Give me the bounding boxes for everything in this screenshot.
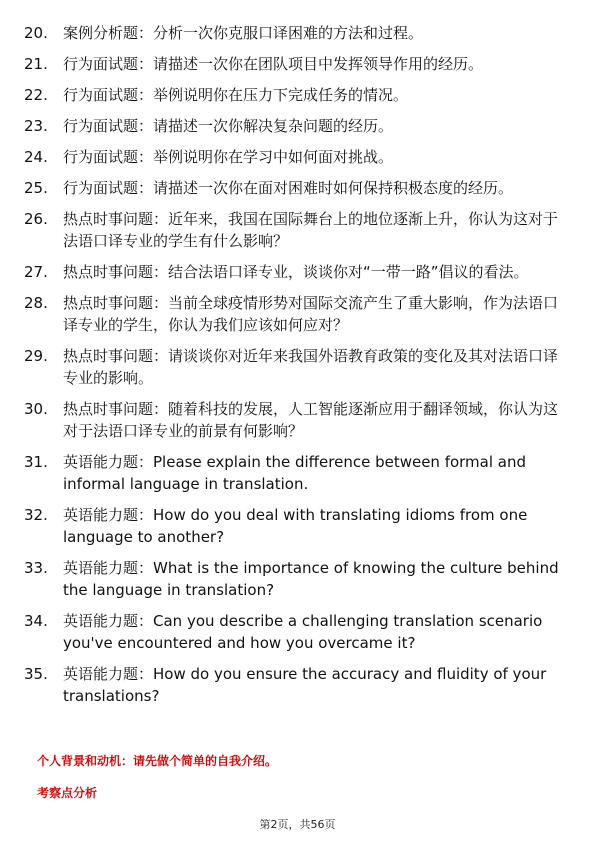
question-text: 英语能力题：Please explain the difference between formal and informal language in translation. <box>63 453 527 493</box>
list-item <box>24 345 559 389</box>
question-list <box>24 22 559 716</box>
page-footer: 第2页，共56页 <box>259 818 336 831</box>
question-number: 24. <box>24 148 48 166</box>
list-item <box>24 115 559 137</box>
question-text: 案例分析题：分析一次你克服口译困难的方法和过程。 <box>63 24 424 42</box>
analysis-label: 考察点分析 <box>37 786 98 800</box>
question-text: 英语能力题：Can you describe a challenging translation scenario you've encountered and how you overcame it? <box>63 612 543 652</box>
question-text: 热点时事问题：请谈谈你对近年来我国外语教育政策的变化及其对法语口译专业的影响。 <box>63 347 559 387</box>
list-item <box>24 261 559 283</box>
question-number: 33. <box>24 559 48 577</box>
question-number: 22. <box>24 86 48 104</box>
question-number: 23. <box>24 117 48 135</box>
list-item <box>24 504 559 548</box>
list-item <box>24 146 559 168</box>
question-text: 热点时事问题：结合法语口译专业，谈谈你对“一带一路”倡议的看法。 <box>63 263 529 281</box>
question-text: 行为面试题：举例说明你在学习中如何面对挑战。 <box>63 148 394 166</box>
list-item <box>24 451 559 495</box>
question-text: 热点时事问题：近年来，我国在国际舞台上的地位逐渐上升，你认为这对于法语口译专业的学生有什么影响？ <box>63 210 559 250</box>
question-number: 20. <box>24 24 48 42</box>
list-item <box>24 610 559 654</box>
question-text: 英语能力题：How do you ensure the accuracy and fluidity of your translations? <box>63 665 547 705</box>
question-text: 热点时事问题：当前全球疫情形势对国际交流产生了重大影响，作为法语口译专业的学生，你认为我们应该如何应对？ <box>63 294 559 334</box>
list-item <box>24 22 559 44</box>
question-text: 热点时事问题：随着科技的发展，人工智能逐渐应用于翻译领域，你认为这对于法语口译专业的前景有何影响？ <box>63 400 559 440</box>
question-number: 26. <box>24 210 48 228</box>
list-item <box>24 53 559 75</box>
question-number: 29. <box>24 347 48 365</box>
list-item <box>24 663 559 707</box>
list-item <box>24 84 559 106</box>
question-number: 28. <box>24 294 48 312</box>
question-number: 34. <box>24 612 48 630</box>
question-text: 英语能力题：How do you deal with translating idioms from one language to another? <box>63 506 528 546</box>
list-item <box>24 208 559 252</box>
question-number: 32. <box>24 506 48 524</box>
list-item <box>24 177 559 199</box>
question-number: 30. <box>24 400 48 418</box>
question-number: 31. <box>24 453 48 471</box>
list-item <box>24 292 559 336</box>
list-item <box>24 557 559 601</box>
list-item <box>24 398 559 442</box>
question-number: 25. <box>24 179 48 197</box>
section-heading: 个人背景和动机：请先做个简单的自我介绍。 <box>37 754 278 768</box>
question-text: 英语能力题：What is the importance of knowing the culture behind the language in translation? <box>63 559 559 599</box>
question-text: 行为面试题：请描述一次你解决复杂问题的经历。 <box>63 117 394 135</box>
question-text: 行为面试题：请描述一次你在团队项目中发挥领导作用的经历。 <box>63 55 484 73</box>
question-number: 21. <box>24 55 48 73</box>
question-number: 35. <box>24 665 48 683</box>
question-text: 行为面试题：请描述一次你在面对困难时如何保持积极态度的经历。 <box>63 179 514 197</box>
question-text: 行为面试题：举例说明你在压力下完成任务的情况。 <box>63 86 409 104</box>
question-number: 27. <box>24 263 48 281</box>
